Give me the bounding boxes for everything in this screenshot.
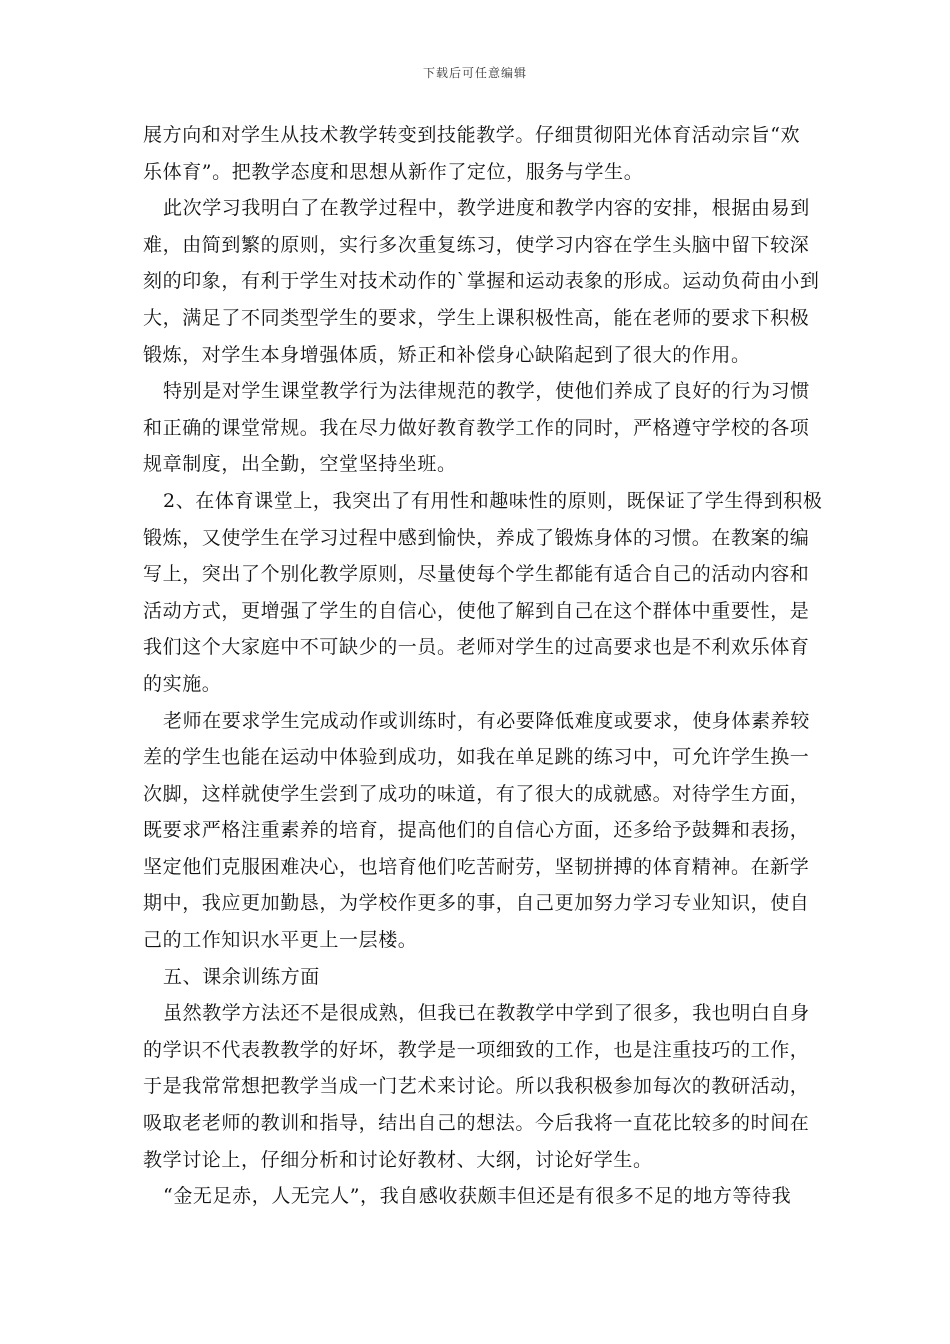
- text-line: 虽然教学方法还不是很成熟，但我已在教教学中学到了很多，我也明白自身: [163, 1002, 810, 1025]
- text-line: 差的学生也能在运动中体验到成功，如我在单足跳的练习中，可允许学生换一: [143, 746, 810, 769]
- text-line: 此次学习我明白了在教学过程中，教学进度和教学内容的安排，根据由易到: [163, 197, 810, 220]
- text-line: 刻的印象，有利于学生对技术动作的`掌握和运动表象的形成。运动负荷由小到: [143, 270, 820, 293]
- text-line: 吸取老老师的教训和指导，结出自己的想法。今后我将一直花比较多的时间在: [143, 1112, 810, 1135]
- text-line: 于是我常常想把教学当成一门艺术来讨论。所以我积极参加每次的教研活动，: [143, 1075, 810, 1098]
- text-line: 写上，突出了个别化教学原则，尽量使每个学生都能有适合自己的活动内容和: [143, 563, 810, 586]
- text-line: “金无足赤，人无完人”，我自感收获颇丰但还是有很多不足的地方等待我: [163, 1185, 792, 1208]
- text-line: 教学讨论上，仔细分析和讨论好教材、大纲，讨论好学生。: [143, 1148, 653, 1171]
- text-line: 锻炼，又使学生在学习过程中感到愉快，养成了锻炼身体的习惯。在教案的编: [143, 526, 810, 549]
- text-line: 规章制度，出全勤，空堂坚持坐班。: [143, 453, 457, 476]
- text-line: 老师在要求学生完成动作或训练时，有必要降低难度或要求，使身体素养较: [163, 709, 810, 732]
- text-line: 活动方式，更增强了学生的自信心，使他了解到自己在这个群体中重要性，是: [143, 599, 810, 622]
- text-line: 和正确的课堂常规。我在尽力做好教育教学工作的同时，严格遵守学校的各项: [143, 416, 810, 439]
- text-line: 既要求严格注重素养的培育，提高他们的自信心方面，还多给予鼓舞和表扬，: [143, 819, 810, 842]
- text-line: 锻炼，对学生本身增强体质，矫正和补偿身心缺陷起到了很大的作用。: [143, 343, 751, 366]
- text-line: 的实施。: [143, 672, 222, 695]
- text-line: 特别是对学生课堂教学行为法律规范的教学，使他们养成了良好的行为习惯: [163, 380, 810, 403]
- text-line: 大，满足了不同类型学生的要求，学生上课积极性高，能在老师的要求下积极: [143, 306, 810, 329]
- document-body: [143, 117, 823, 1215]
- text-line: 五、课余训练方面: [163, 965, 320, 988]
- text-line: 次脚，这样就使学生尝到了成功的味道，有了很大的成就感。对待学生方面，: [143, 782, 810, 805]
- text-line: 的学识不代表教教学的好坏，教学是一项细致的工作，也是注重技巧的工作，: [143, 1038, 810, 1061]
- text-line: 2、在体育课堂上，我突出了有用性和趣味性的原则，既保证了学生得到积极: [163, 489, 823, 512]
- text-line: 乐体育”。把教学态度和思想从新作了定位，服务与学生。: [143, 160, 644, 183]
- text-line: 己的工作知识水平更上一层楼。: [143, 929, 418, 952]
- page-header: 下载后可任意编辑: [422, 66, 527, 80]
- text-line: 我们这个大家庭中不可缺少的一员。老师对学生的过高要求也是不利欢乐体育: [143, 636, 810, 659]
- text-line: 展方向和对学生从技术教学转变到技能教学。仔细贯彻阳光体育活动宗旨“欢: [143, 124, 801, 146]
- text-line: 坚定他们克服困难决心，也培育他们吃苦耐劳，坚韧拼搏的体育精神。在新学: [143, 855, 810, 878]
- text-line: 期中，我应更加勤恳，为学校作更多的事，自己更加努力学习专业知识，使自: [143, 892, 810, 915]
- text-line: 难，由简到繁的原则，实行多次重复练习，使学习内容在学生头脑中留下较深: [143, 233, 810, 256]
